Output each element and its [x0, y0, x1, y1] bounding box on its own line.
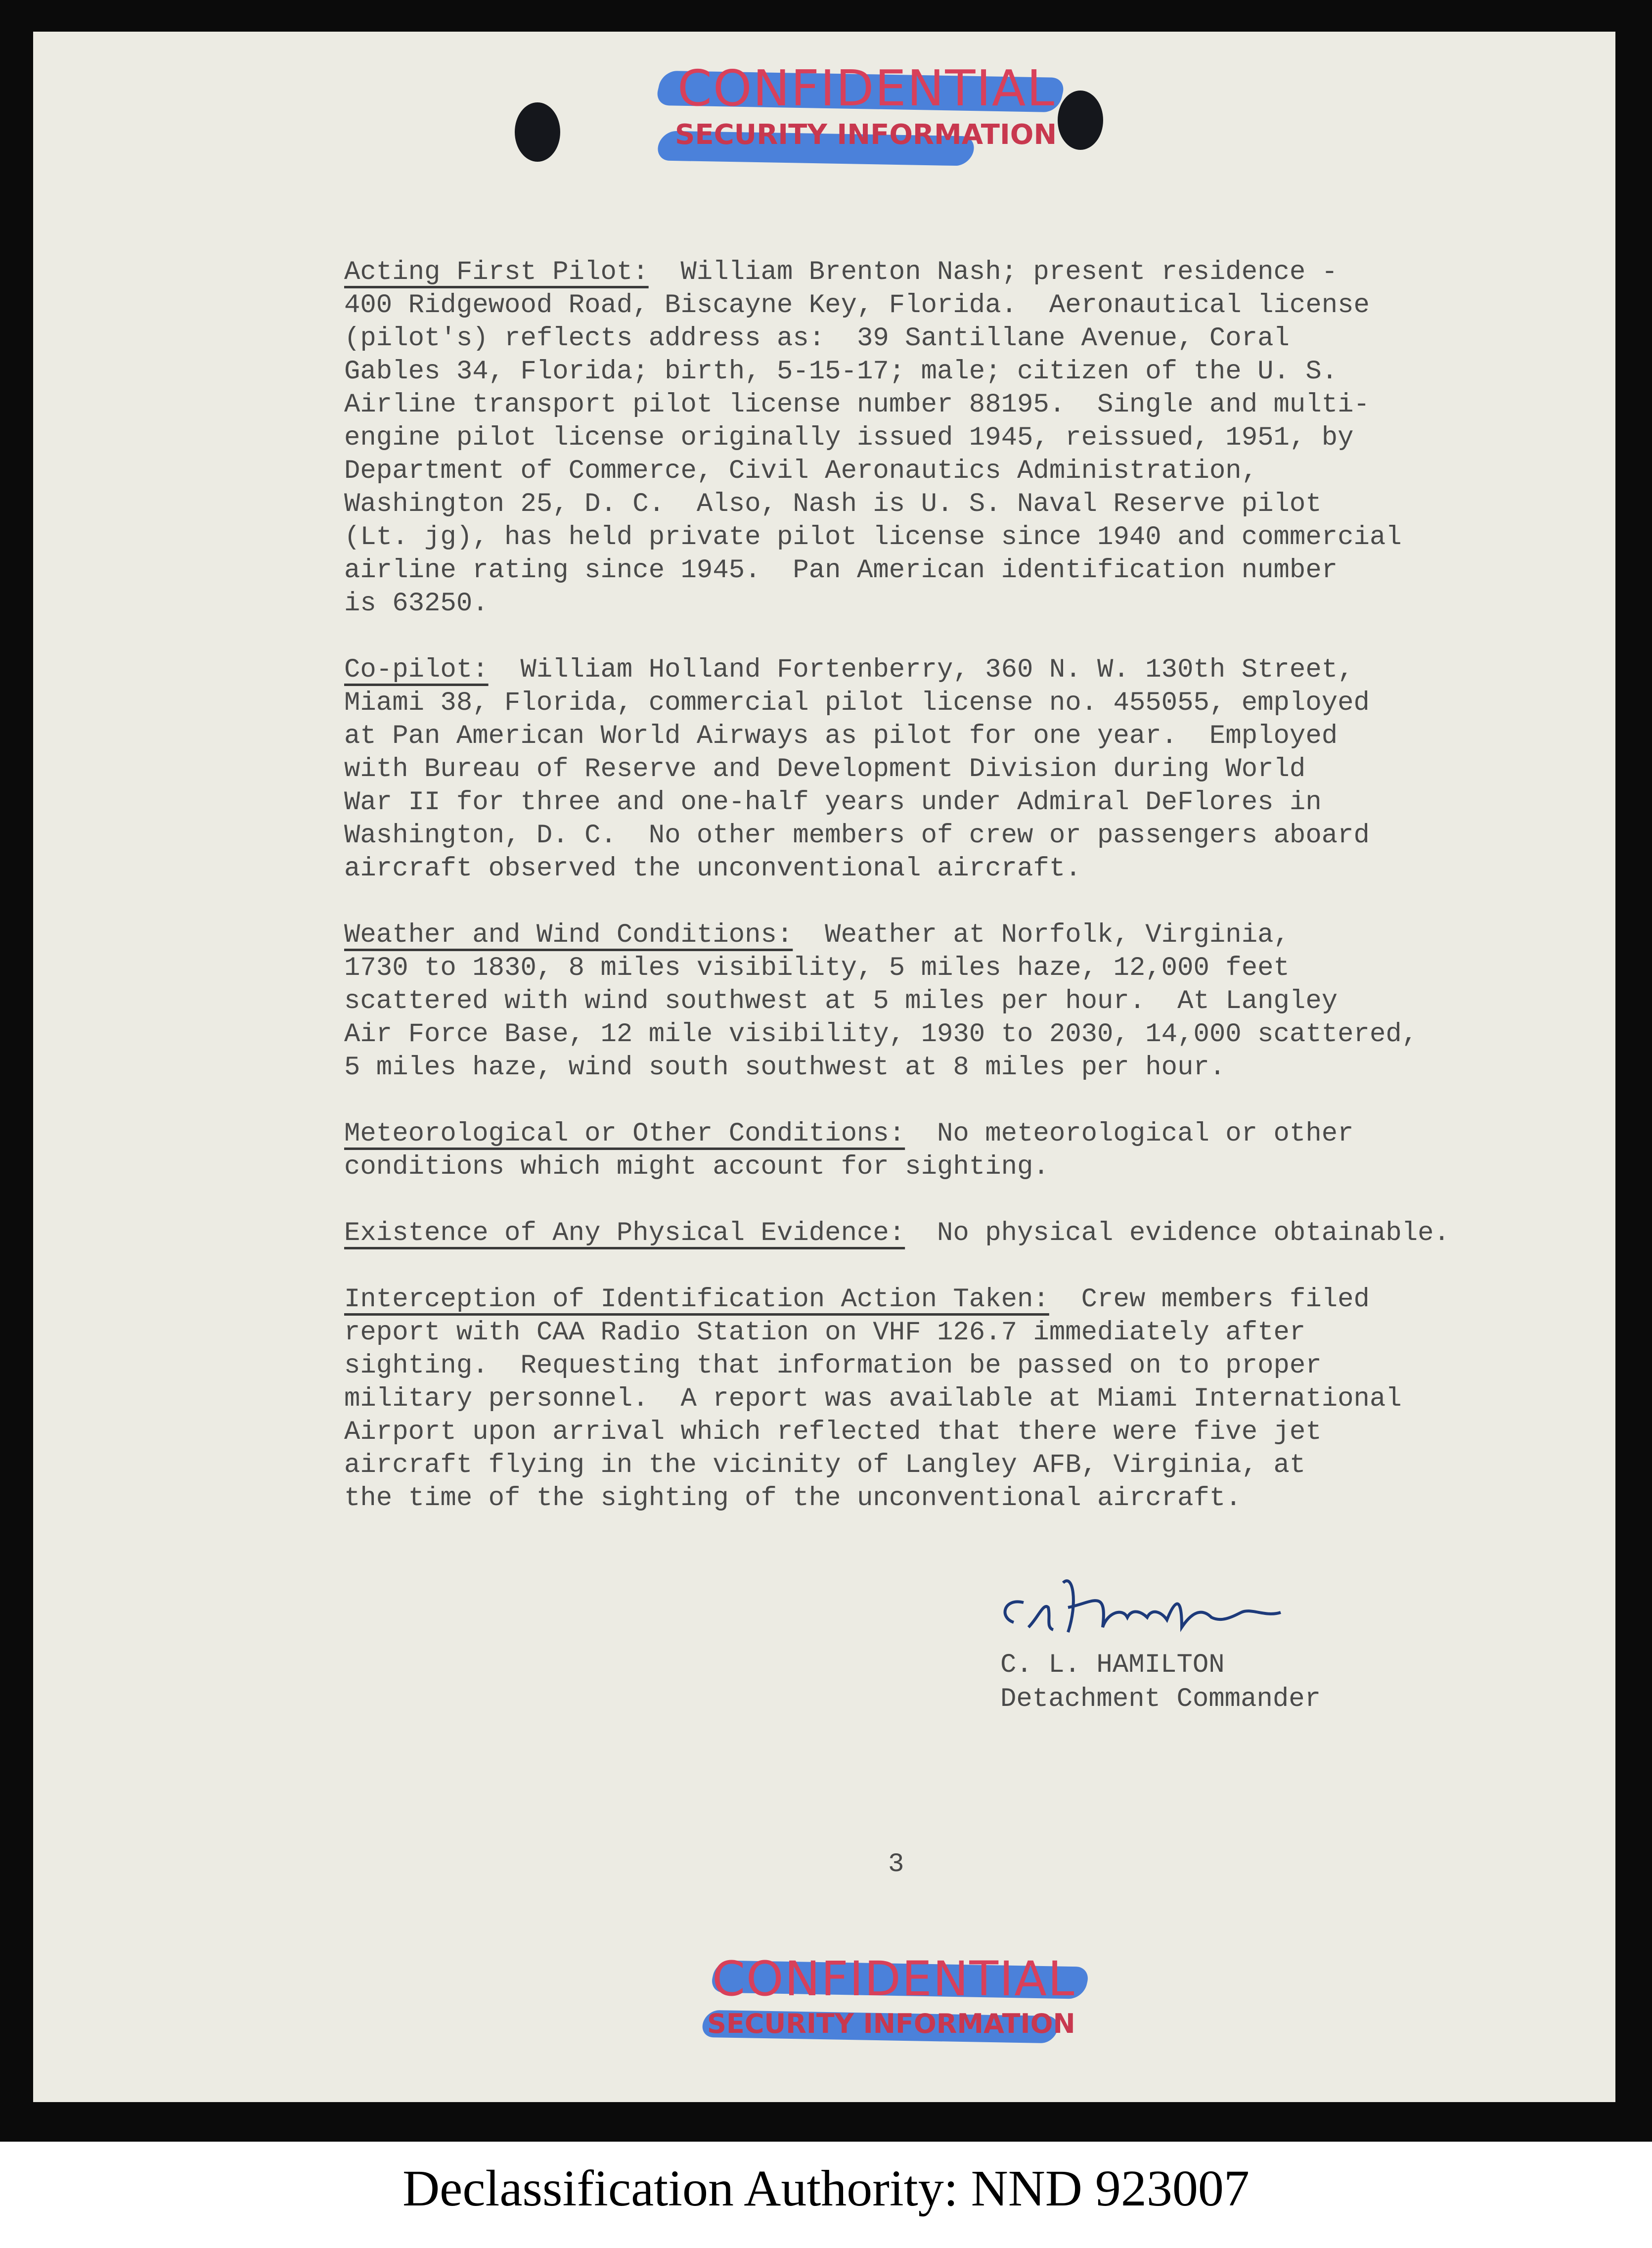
- section-text: No meteorological or other: [905, 1119, 1354, 1149]
- section-label: Weather and Wind Conditions:: [344, 920, 793, 950]
- section-text: Crew members filed: [1049, 1285, 1370, 1315]
- section-line: at Pan American World Airways as pilot for one year. Employed: [344, 721, 1338, 751]
- section-line: the time of the sighting of the unconventional aircraft.: [344, 1483, 1242, 1514]
- section-line: military personnel. A report was available at Miami International: [344, 1384, 1402, 1414]
- confidential-stamp-bottom: [702, 1951, 1147, 2053]
- section-line: report with CAA Radio Station on VHF 126.7 immediately after: [344, 1318, 1306, 1348]
- section-text: William Holland Fortenberry, 360 N. W. 130th Street,: [488, 655, 1354, 685]
- section-text: William Brenton Nash; present residence -: [648, 257, 1338, 287]
- section-line: aircraft observed the unconventional aircraft.: [344, 854, 1081, 884]
- section-line: War II for three and one-half years under Admiral DeFlores in: [344, 787, 1322, 818]
- document-body: [344, 256, 1450, 1548]
- section: [344, 918, 1450, 1084]
- section-line: Miami 38, Florida, commercial pilot license no. 455055, employed: [344, 688, 1370, 718]
- section-line: Air Force Base, 12 mile visibility, 1930 to 2030, 14,000 scattered,: [344, 1019, 1418, 1050]
- declassification-caption: Declassification Authority: NND 923007: [402, 2160, 1250, 2217]
- page-number: 3: [888, 1849, 904, 1880]
- section-line: aircraft flying in the vicinity of Langley AFB, Virginia, at: [344, 1450, 1306, 1480]
- section-line: [344, 653, 1450, 687]
- section-label: Co-pilot:: [344, 655, 489, 685]
- confidential-stamp-top: [643, 59, 1088, 173]
- section-line: Gables 34, Florida; birth, 5-15-17; male; citizen of the U. S.: [344, 357, 1338, 387]
- section: [344, 256, 1450, 620]
- stamp-security-information: SECURITY INFORMATION: [707, 2008, 1075, 2039]
- section-text: No physical evidence obtainable.: [905, 1218, 1450, 1248]
- punch-hole: [515, 102, 560, 162]
- section-line: Airline transport pilot license number 88195. Single and multi-: [344, 390, 1370, 420]
- stamp-security-information: SECURITY INFORMATION: [675, 119, 1057, 151]
- section-line: is 63250.: [344, 589, 489, 619]
- section-line: [344, 256, 1450, 289]
- section-line: Washington, D. C. No other members of crew or passengers aboard: [344, 821, 1370, 851]
- section-line: [344, 918, 1450, 952]
- section-line: 5 miles haze, wind south southwest at 8 miles per hour.: [344, 1053, 1226, 1083]
- signer-title: Detachment Commander: [1000, 1684, 1321, 1714]
- section-line: Airport upon arrival which reflected that there were five jet: [344, 1417, 1322, 1447]
- section-label: Acting First Pilot:: [344, 257, 649, 287]
- section: [344, 1283, 1450, 1515]
- section-line: engine pilot license originally issued 1945, reissued, 1951, by: [344, 423, 1354, 453]
- section: [344, 1117, 1450, 1184]
- section-line: 400 Ridgewood Road, Biscayne Key, Florida. Aeronautical license: [344, 290, 1370, 321]
- section-label: Interception of Identification Action Taken:: [344, 1285, 1049, 1315]
- section-line: scattered with wind southwest at 5 miles per hour. At Langley: [344, 986, 1338, 1016]
- section-label: Existence of Any Physical Evidence:: [344, 1218, 905, 1248]
- section-line: Washington 25, D. C. Also, Nash is U. S. Naval Reserve pilot: [344, 489, 1322, 519]
- section-line: airline rating since 1945. Pan American identification number: [344, 555, 1338, 586]
- section-line: (Lt. jg), has held private pilot license since 1940 and commercial: [344, 522, 1402, 552]
- section-line: [344, 1217, 1450, 1250]
- section-line: (pilot's) reflects address as: 39 Santillane Avenue, Coral: [344, 323, 1290, 354]
- section-line: conditions which might account for sighting.: [344, 1152, 1049, 1182]
- section-line: [344, 1283, 1450, 1316]
- section-line: sighting. Requesting that information be passed on to proper: [344, 1351, 1322, 1381]
- section-line: 1730 to 1830, 8 miles visibility, 5 miles haze, 12,000 feet: [344, 953, 1290, 983]
- section: [344, 653, 1450, 885]
- section-line: [344, 1117, 1450, 1150]
- section-text: Weather at Norfolk, Virginia,: [793, 920, 1290, 950]
- section: [344, 1217, 1450, 1250]
- section-line: with Bureau of Reserve and Development Division during World: [344, 754, 1306, 784]
- signer-name: C. L. HAMILTON: [1000, 1650, 1225, 1680]
- stamp-confidential: CONFIDENTIAL: [712, 1951, 1075, 2007]
- stamp-confidential: CONFIDENTIAL: [677, 59, 1056, 117]
- section-label: Meteorological or Other Conditions:: [344, 1119, 905, 1149]
- section-line: Department of Commerce, Civil Aeronautics Administration,: [344, 456, 1258, 486]
